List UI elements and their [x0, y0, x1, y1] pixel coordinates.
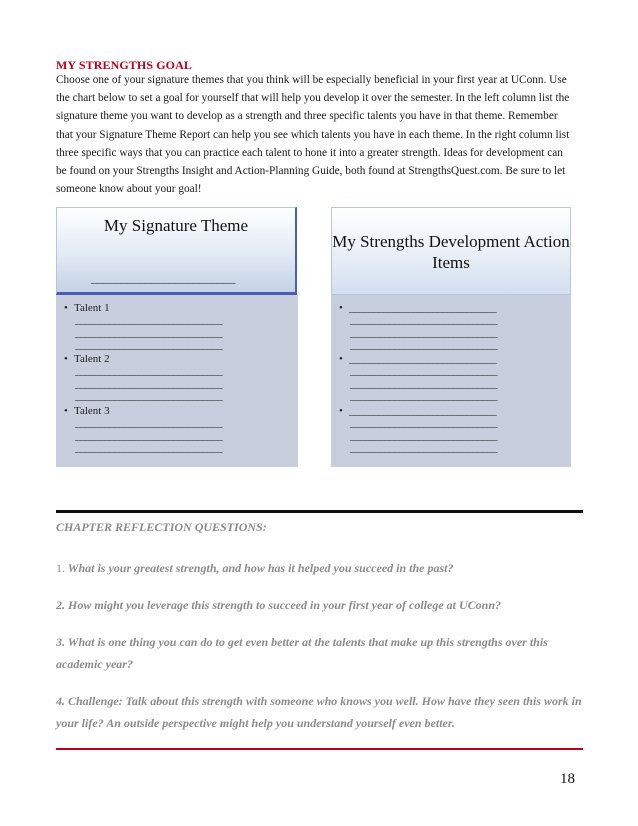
action-items-title: My Strengths Development Action Items	[332, 232, 570, 272]
blank-line: ______________________________	[75, 365, 223, 378]
blank-line: ______________________________	[75, 326, 223, 339]
reflection-question-4: 4. Challenge: Talk about this strength with someone who knows you well. How have they seen this work in your life? An outside perspective might help you understand yourself even better.	[56, 694, 582, 730]
reflection-question-2: 2. How might you leverage this strength to succeed in your first year of college at UConn?	[56, 598, 501, 612]
blank-line: ______________________________	[75, 389, 223, 402]
blank-line: ______________________________	[350, 389, 498, 402]
section-divider	[56, 510, 583, 513]
action-item-1	[339, 302, 497, 351]
talent-label: Talent 1	[74, 302, 110, 314]
blank-line: ______________________________	[350, 365, 498, 378]
question-number: 1.	[56, 561, 65, 575]
blank-line: ______________________________	[349, 353, 497, 365]
reflection-heading: CHAPTER REFLECTION QUESTIONS:	[56, 520, 267, 534]
talent-item-3	[64, 405, 222, 454]
blank-line: ______________________________	[350, 441, 498, 454]
blank-line: ______________________________	[350, 417, 498, 430]
page-number: 18	[560, 771, 575, 787]
blank-line: ______________________________	[75, 429, 223, 442]
blank-line: ______________________________	[350, 314, 498, 327]
bullet: •	[339, 353, 343, 365]
blank-line: ______________________________	[350, 429, 498, 442]
blank-line: ______________________________	[75, 441, 223, 454]
blank-line: ______________________________	[350, 338, 498, 351]
bullet: •	[64, 405, 68, 417]
blank-line: ______________________________	[75, 417, 223, 430]
bullet: •	[64, 353, 68, 365]
blank-line: ______________________________	[350, 377, 498, 390]
reflection-question-1	[56, 557, 586, 579]
blank-line: ______________________________	[349, 302, 497, 314]
talent-item-2	[64, 353, 222, 402]
blank-line: ______________________________	[75, 314, 223, 327]
action-item-3	[339, 405, 497, 454]
signature-theme-title: My Signature Theme	[103, 216, 249, 235]
bullet: •	[339, 302, 343, 314]
talent-item-1	[64, 302, 222, 351]
bullet: •	[339, 405, 343, 417]
signature-theme-header	[56, 207, 297, 295]
action-items-header	[331, 207, 571, 295]
reflection-question-3: 3. What is one thing you can do to get even better at the talents that make up this strengths over this academic year?	[56, 635, 548, 671]
question-text: What is your greatest strength, and how has it helped you succeed in the past?	[67, 561, 454, 575]
action-item-2	[339, 353, 497, 402]
footer-divider	[56, 748, 583, 750]
bullet: •	[64, 302, 68, 314]
blank-line: ______________________________	[75, 338, 223, 351]
blank-line: ______________________________	[350, 326, 498, 339]
action-items-panel	[331, 295, 571, 467]
talents-panel	[56, 295, 298, 467]
talent-label: Talent 2	[74, 353, 110, 365]
goal-instructions: Choose one of your signature themes that you think will be especially beneficial in your first year at UConn. Use the chart below to set a goal for yourself that will help you develop it over the semester. In the left column list the signature theme you want to develop as a strength and three specific talents you have in that theme. Remember that your Signature Theme Report can help you see which talents you have in each theme. In the right column list three specific ways that you can practice each talent to hone it into a greater strength. Ideas for development can be found on your Strengths Insight and Action-Planning Guide, both found at StrengthsQuest.com. Be sure to let someone know about your goal!	[56, 74, 570, 196]
blank-line: ______________________________	[349, 405, 497, 417]
talent-label: Talent 3	[74, 405, 110, 417]
signature-theme-blank: ________________________	[91, 270, 235, 285]
goal-heading: MY STRENGTHS GOAL	[56, 58, 192, 72]
blank-line: ______________________________	[75, 377, 223, 390]
